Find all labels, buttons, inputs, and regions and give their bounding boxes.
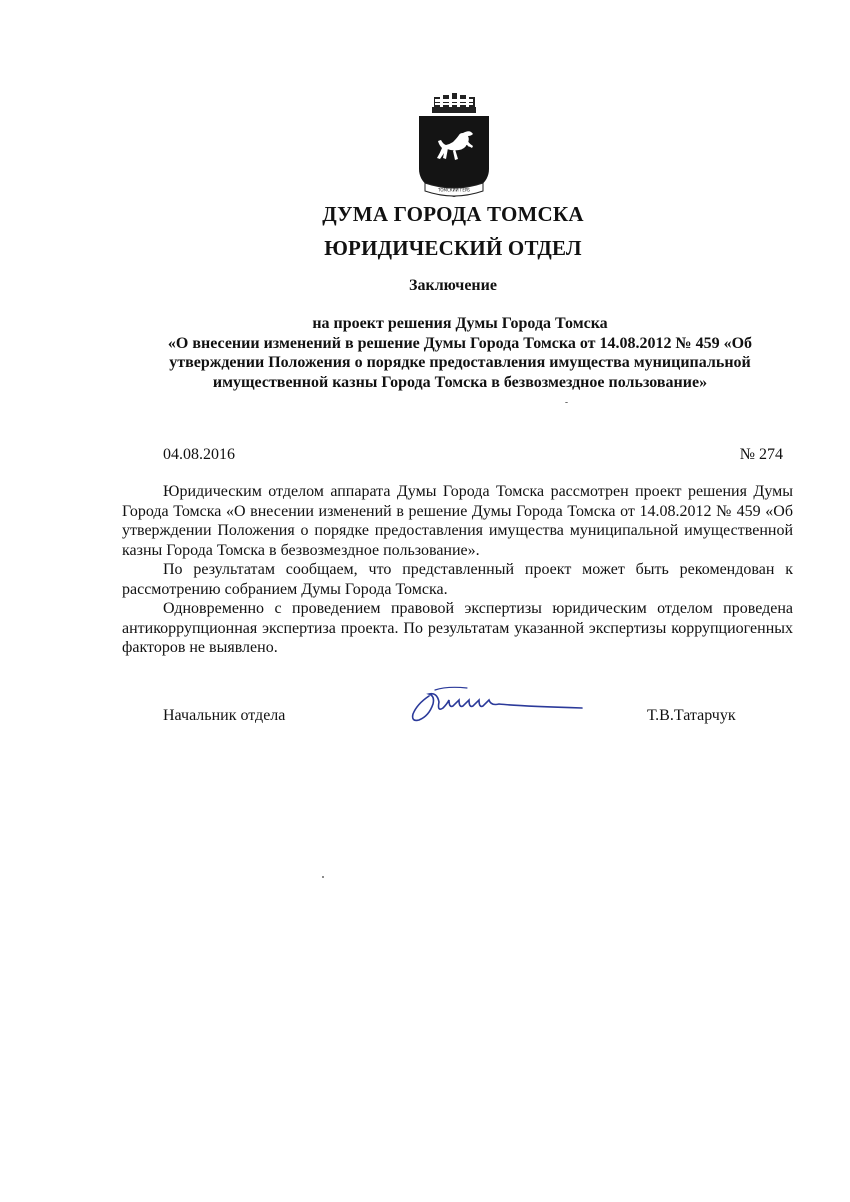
subject-line: имущественной казны Города Томска в безвозмездное пользование» [212,373,708,391]
subject-line: «О внесении изменений в решение Думы Города Томска от 14.08.2012 № 459 «Об [167,334,753,352]
document-subject [130,314,790,392]
crown [432,93,476,113]
signer-position: Начальник отдела [163,707,286,724]
document-number: № 274 [739,446,783,463]
document-date: 04.08.2016 [163,446,235,463]
subject-line: утверждении Положения о порядке предоставления имущества муниципальной [169,354,751,371]
subject-line: на проект решения Думы Города Томска [312,315,608,332]
motto-text: ТОМСКИЙ ГЕРБ [437,187,471,193]
document-body [122,482,793,658]
body-paragraph: Одновременно с проведением правовой экспертизы юридическим отделом проведена антикоррупционная экспертиза проекта. По результатам указанной экспертизы коррупциогенных факторов не выявлено. [122,600,793,656]
body-paragraph: По результатам сообщаем, что представленный проект может быть рекомендован к рассмотрению собранием Думы Города Томска. [122,561,793,598]
body-paragraph: Юридическим отделом аппарата Думы Города Томска рассмотрен проект решения Думы Города Томска «О внесении изменений в решение Думы Города Томска от 14.08.2012 № 459 «Об утверждении Положения о порядке предоставления имущества муниципальной имущественной казны Города Томска в безвозмездное пользование». [122,483,793,559]
department-name: ЮРИДИЧЕСКИЙ ОТДЕЛ [324,236,582,260]
signature-stroke [413,694,582,721]
signer-name: Т.В.Татарчук [647,707,736,724]
coat-of-arms-icon [415,93,493,205]
signature-image [407,682,587,730]
document-type: Заключение [409,277,497,294]
organization-name: ДУМА ГОРОДА ТОМСКА [322,202,584,226]
scan-artifact [322,876,324,878]
scan-artifact [565,402,568,403]
